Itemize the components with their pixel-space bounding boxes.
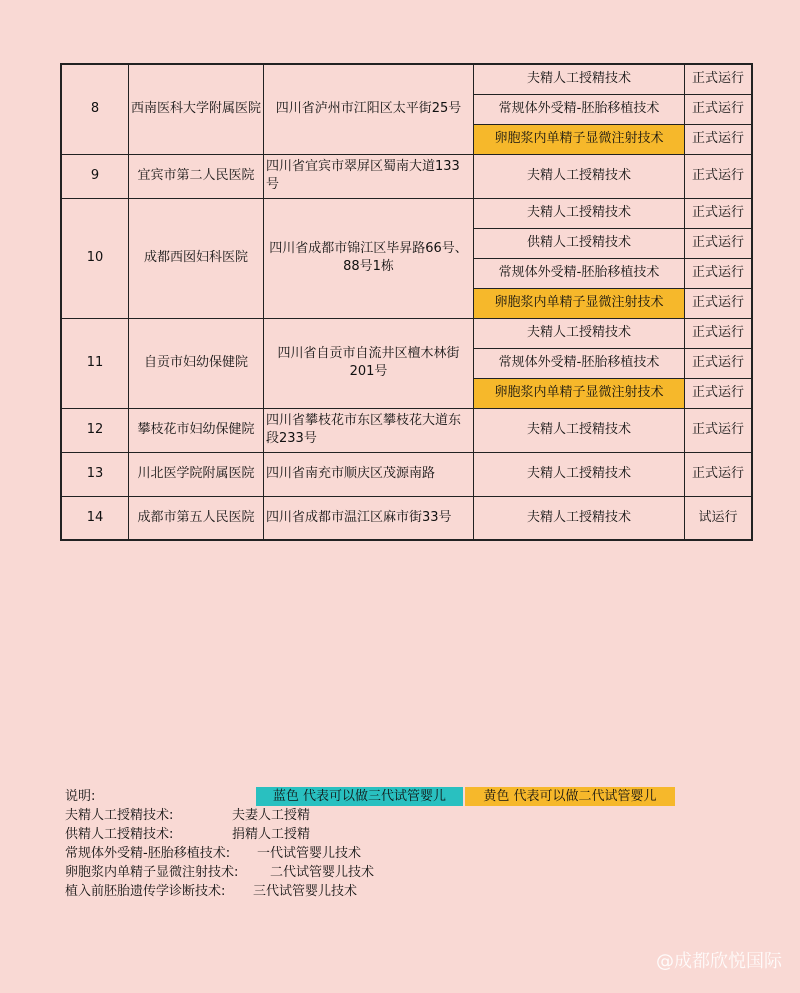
- hospital-name: 成都市第五人民医院: [129, 496, 264, 540]
- note-line: [65, 844, 715, 863]
- table-row: [61, 198, 752, 228]
- notes-items: [65, 806, 715, 901]
- hospital-address: 四川省成都市锦江区毕昇路66号、88号1栋: [264, 198, 474, 318]
- table-row: [61, 452, 752, 496]
- note-line: [65, 863, 715, 882]
- legend-yellow: 黄色 代表可以做二代试管婴儿: [465, 787, 675, 806]
- watermark: @成都欣悦国际: [656, 951, 782, 972]
- table-row: [61, 318, 752, 348]
- technique-name: 夫精人工授精技术: [474, 408, 685, 452]
- note-term: 常规体外受精-胚胎移植技术:: [65, 846, 231, 861]
- hospital-name: 西南医科大学附属医院: [129, 64, 264, 154]
- status-cell: 正式运行: [685, 198, 753, 228]
- technique-name: 卵胞浆内单精子显微注射技术: [474, 288, 685, 318]
- status-cell: 正式运行: [685, 154, 753, 198]
- technique-name: 卵胞浆内单精子显微注射技术: [474, 124, 685, 154]
- status-cell: 正式运行: [685, 408, 753, 452]
- technique-name: 供精人工授精技术: [474, 228, 685, 258]
- hospital-address: 四川省南充市顺庆区茂源南路: [264, 452, 474, 496]
- status-cell: 正式运行: [685, 318, 753, 348]
- hospital-address: 四川省泸州市江阳区太平街25号: [264, 64, 474, 154]
- hospital-name: 攀枝花市妇幼保健院: [129, 408, 264, 452]
- hospital-table-container: [60, 63, 744, 541]
- note-term: 供精人工授精技术:: [65, 827, 174, 842]
- technique-name: 夫精人工授精技术: [474, 496, 685, 540]
- table-row: [61, 64, 752, 94]
- status-cell: 正式运行: [685, 124, 753, 154]
- hospital-name: 自贡市妇幼保健院: [129, 318, 264, 408]
- note-line: [65, 806, 715, 825]
- hospital-name: 宜宾市第二人民医院: [129, 154, 264, 198]
- hospital-address: 四川省宜宾市翠屏区蜀南大道133号: [264, 154, 474, 198]
- row-number: 10: [61, 198, 129, 318]
- row-number: 9: [61, 154, 129, 198]
- notes-header-line: [65, 787, 715, 806]
- hospital-address: 四川省成都市温江区麻市街33号: [264, 496, 474, 540]
- note-line: [65, 825, 715, 844]
- hospital-name: 川北医学院附属医院: [129, 452, 264, 496]
- hospital-table: [60, 63, 753, 541]
- technique-name: 夫精人工授精技术: [474, 452, 685, 496]
- status-cell: 正式运行: [685, 288, 753, 318]
- table-row: [61, 154, 752, 198]
- status-cell: 正式运行: [685, 94, 753, 124]
- note-term: 夫精人工授精技术:: [65, 808, 174, 823]
- note-term: 卵胞浆内单精子显微注射技术:: [65, 865, 239, 880]
- hospital-address: 四川省攀枝花市东区攀枝花大道东段233号: [264, 408, 474, 452]
- note-term: 植入前胚胎遗传学诊断技术:: [65, 884, 226, 899]
- table-row: [61, 496, 752, 540]
- note-meaning: 一代试管婴儿技术: [257, 846, 362, 861]
- row-number: 12: [61, 408, 129, 452]
- notes-title: 说明:: [65, 789, 96, 804]
- note-line: [65, 882, 715, 901]
- status-cell: 正式运行: [685, 378, 753, 408]
- legend-blue: 蓝色 代表可以做三代试管婴儿: [256, 787, 463, 806]
- hospital-name: 成都西囡妇科医院: [129, 198, 264, 318]
- row-number: 14: [61, 496, 129, 540]
- notes-section: [65, 787, 715, 901]
- row-number: 13: [61, 452, 129, 496]
- status-cell: 正式运行: [685, 452, 753, 496]
- technique-name: 常规体外受精-胚胎移植技术: [474, 258, 685, 288]
- hospital-table-body: [61, 64, 752, 540]
- technique-name: 夫精人工授精技术: [474, 198, 685, 228]
- hospital-address: 四川省自贡市自流井区檀木林街201号: [264, 318, 474, 408]
- status-cell: 正式运行: [685, 228, 753, 258]
- technique-name: 卵胞浆内单精子显微注射技术: [474, 378, 685, 408]
- note-meaning: 二代试管婴儿技术: [270, 865, 375, 880]
- technique-name: 常规体外受精-胚胎移植技术: [474, 348, 685, 378]
- row-number: 8: [61, 64, 129, 154]
- note-meaning: 捐精人工授精: [232, 827, 311, 842]
- status-cell: 正式运行: [685, 64, 753, 94]
- technique-name: 夫精人工授精技术: [474, 318, 685, 348]
- status-cell: 正式运行: [685, 348, 753, 378]
- technique-name: 夫精人工授精技术: [474, 64, 685, 94]
- status-cell: 正式运行: [685, 258, 753, 288]
- technique-name: 夫精人工授精技术: [474, 154, 685, 198]
- note-meaning: 三代试管婴儿技术: [253, 884, 358, 899]
- technique-name: 常规体外受精-胚胎移植技术: [474, 94, 685, 124]
- table-row: [61, 408, 752, 452]
- note-meaning: 夫妻人工授精: [232, 808, 311, 823]
- status-cell: 试运行: [685, 496, 753, 540]
- row-number: 11: [61, 318, 129, 408]
